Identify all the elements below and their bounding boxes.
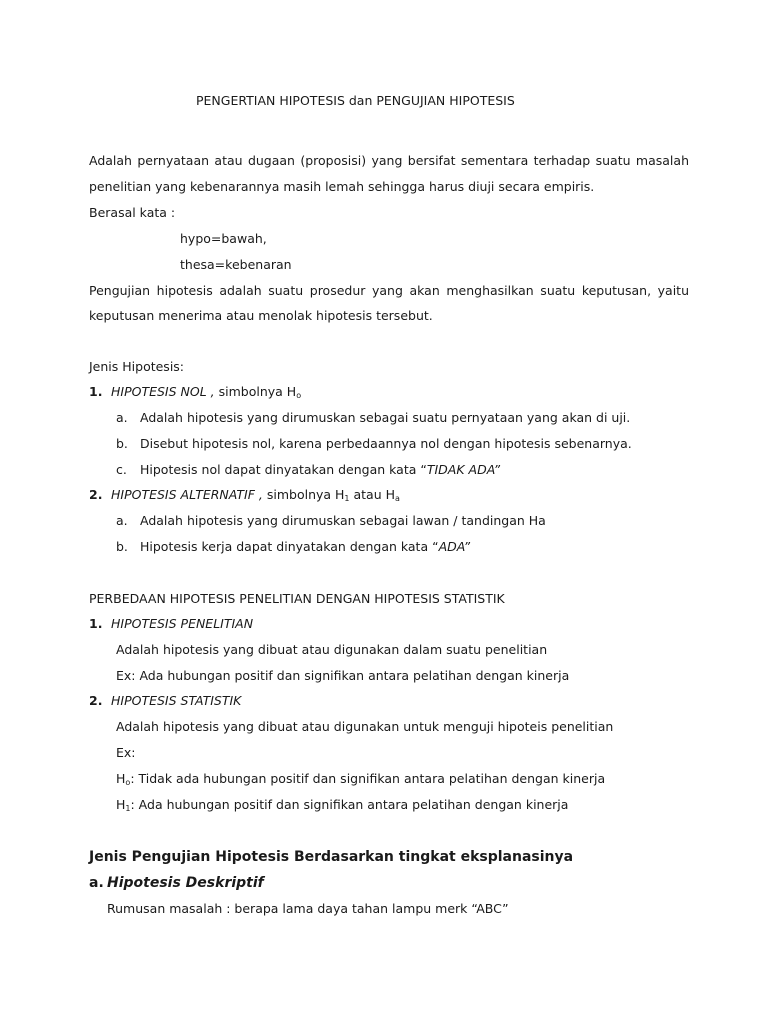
- null-hypothesis-name: HIPOTESIS NOL ,: [111, 384, 215, 399]
- difference-heading: PERBEDAAN HIPOTESIS PENELITIAN DENGAN HIPOTESIS STATISTIK: [89, 591, 505, 606]
- definition-line-2: penelitian yang kebenarannya masih lemah sehingga harus diuji secara empiris.: [89, 179, 595, 194]
- definition-line-1: Adalah pernyataan atau dugaan (proposisi) yang bersifat sementara terhadap suatu masalah: [89, 153, 689, 168]
- explanatory-heading: Jenis Pengujian Hipotesis Berdasarkan tingkat eksplanasinya: [89, 849, 574, 865]
- page-title: PENGERTIAN HIPOTESIS dan PENGUJIAN HIPOTESIS: [196, 93, 515, 108]
- descriptive-problem-statement: Rumusan masalah : berapa lama daya tahan lampu merk “ABC”: [107, 901, 509, 916]
- alternative-hypothesis-name: HIPOTESIS ALTERNATIF ,: [111, 487, 263, 502]
- list-number: 1.: [89, 384, 103, 399]
- list-item: b. Hipotesis kerja dapat dinyatakan dengan kata “ADA”: [116, 539, 471, 554]
- types-label: Jenis Hipotesis:: [89, 359, 185, 374]
- testing-line-2: keputusan menerima atau menolak hipotesis tersebut.: [89, 308, 433, 323]
- h1-statement: $H_1$: Ada hubungan positif dan signifikan antara pelatihan dengan kinerja: [116, 797, 569, 813]
- null-hypothesis-heading: [89, 386, 301, 400]
- null-hypothesis-symbol-text: simbolnya H: [214, 384, 297, 399]
- etymology-label: Berasal kata :: [89, 205, 176, 220]
- alternative-hypothesis-heading: 2. HIPOTESIS ALTERNATIF , simbolnya $H_1$ atau $H_a$: [89, 487, 400, 503]
- research-hypothesis-definition: Adalah hipotesis yang dibuat atau digunakan dalam suatu penelitian: [116, 642, 548, 657]
- list-item: b. Disebut hipotesis nol, karena perbedaannya nol dengan hipotesis sebenarnya.: [116, 436, 632, 451]
- research-hypothesis-example: Ex: Ada hubungan positif dan signifikan antara pelatihan dengan kinerja: [116, 668, 570, 683]
- descriptive-hypothesis-heading: a. Hipotesis Deskriptif: [89, 875, 264, 891]
- research-hypothesis-heading: 1. HIPOTESIS PENELITIAN: [89, 616, 254, 631]
- list-number: 2.: [89, 487, 103, 502]
- list-item: a. Adalah hipotesis yang dirumuskan sebagai lawan / tandingan Ha: [116, 513, 546, 528]
- list-item: c. Hipotesis nol dapat dinyatakan dengan kata “TIDAK ADA”: [116, 462, 501, 477]
- etymology-item-hypo: hypo=bawah,: [180, 231, 267, 246]
- h0-statement: $H_o$: Tidak ada hubungan positif dan signifikan antara pelatihan dengan kinerja: [116, 771, 606, 787]
- statistical-hypothesis-ex-label: Ex:: [116, 745, 136, 760]
- statistical-hypothesis-heading: 2. HIPOTESIS STATISTIK: [89, 693, 242, 708]
- list-item: a. Adalah hipotesis yang dirumuskan sebagai suatu pernyataan yang akan di uji.: [116, 410, 631, 425]
- null-hypothesis-symbol-sub: o: [296, 391, 302, 400]
- testing-line-1: Pengujian hipotesis adalah suatu prosedur yang akan menghasilkan suatu keputusan, yaitu: [89, 283, 689, 298]
- statistical-hypothesis-definition: Adalah hipotesis yang dibuat atau digunakan untuk menguji hipoteis penelitian: [116, 719, 614, 734]
- etymology-item-thesa: thesa=kebenaran: [180, 257, 292, 272]
